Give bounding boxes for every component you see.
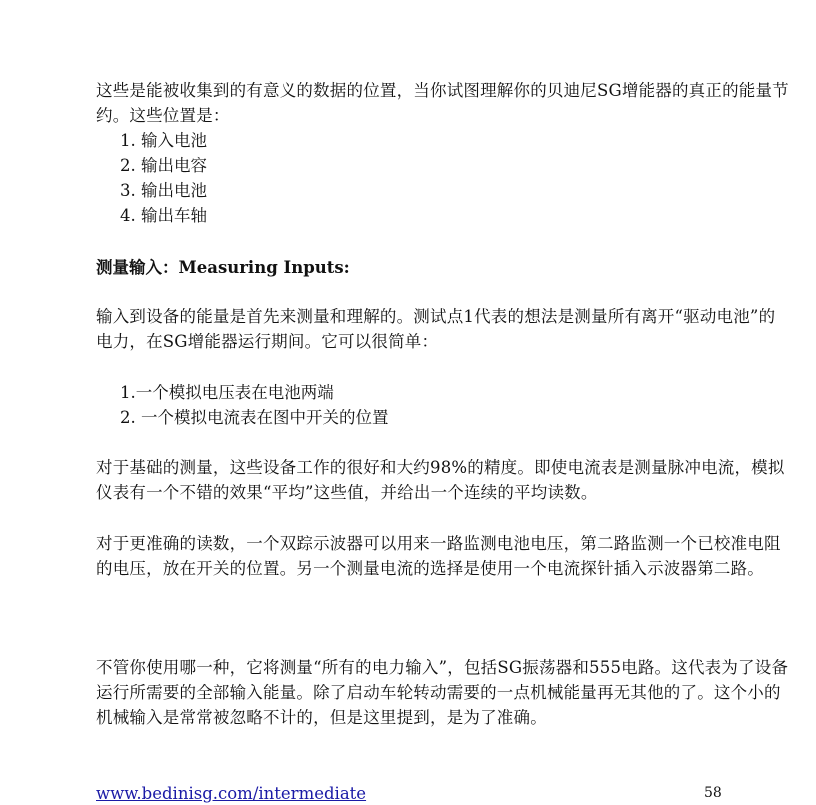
footer-website-link[interactable]: www.bedinisg.com/intermediate [96, 784, 367, 803]
section-heading: 测量输入：Measuring Inputs: [96, 258, 350, 277]
paragraph-intro: 这些是能被收集到的有意义的数据的位置，当你试图理解你的贝迪尼SG增能器的真正的能量节约。这些位置是： [96, 81, 789, 125]
list-item: 4. 输出车轴 [120, 206, 207, 225]
page-number: 58 [704, 785, 722, 801]
list-item: 2. 一个模拟电流表在图中开关的位置 [120, 408, 389, 427]
list-item: 1.一个模拟电压表在电池两端 [120, 383, 334, 402]
paragraph-total: 不管你使用哪一种，它将测量“所有的电力输入”，包括SG振荡器和555电路。这代表为了设备运行所需要的全部输入能量。除了启动车轮转动需要的一点机械能量再无其他的了。这个小的机械输入是常常被忽略不计的，但是这里提到，是为了准确。 [96, 658, 789, 727]
paragraph-oscilloscope: 对于更准确的读数，一个双踪示波器可以用来一路监测电池电压，第二路监测一个已校准电阻的电压，放在开关的位置。另一个测量电流的选择是使用一个电流探针插入示波器第二路。 [96, 534, 781, 578]
list-item: 2. 输出电容 [120, 156, 207, 175]
locations-list [120, 128, 720, 228]
paragraph-inputs: 输入到设备的能量是首先来测量和理解的。测试点1代表的想法是测量所有离开“驱动电池”的电力，在SG增能器运行期间。它可以很简单： [96, 307, 776, 351]
paragraph-accuracy: 对于基础的测量，这些设备工作的很好和大约98%的精度。即使电流表是测量脉冲电流，模拟仪表有一个不错的效果“平均”这些值，并给出一个连续的平均读数。 [96, 458, 785, 502]
meters-list [120, 380, 720, 430]
list-item: 3. 输出电池 [120, 181, 207, 200]
list-item: 1. 输入电池 [120, 131, 207, 150]
